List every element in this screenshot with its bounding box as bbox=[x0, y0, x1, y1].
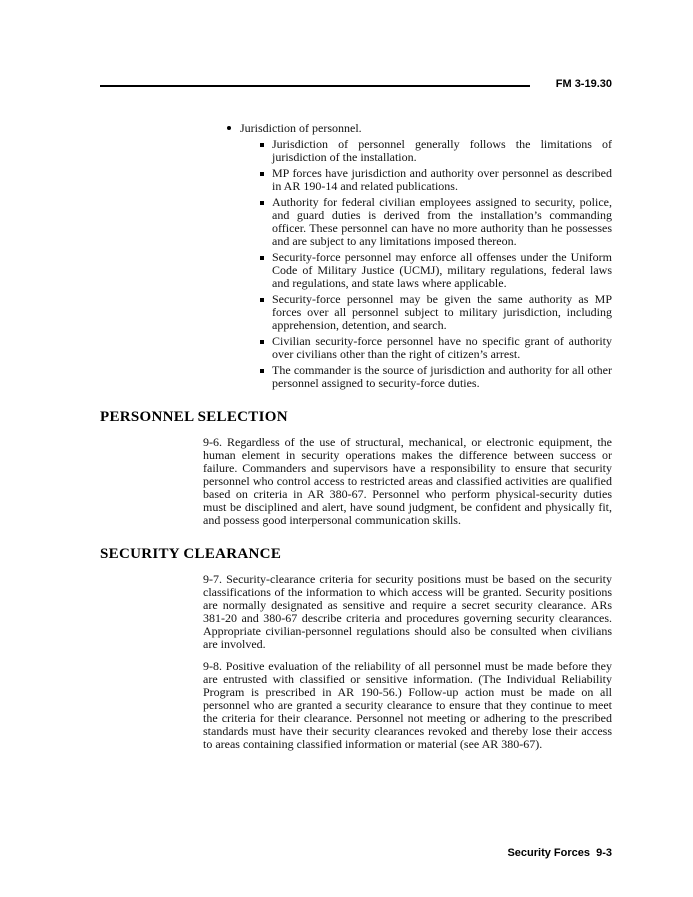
bullet-list bbox=[225, 122, 612, 390]
section-personnel-selection bbox=[100, 408, 612, 527]
sub-bullet-text: The commander is the source of jurisdiction and authority for all other personnel assigned to security-force duties. bbox=[272, 363, 612, 390]
sub-bullet-text: MP forces have jurisdiction and authority over personnel as described in AR 190-14 and related publications. bbox=[272, 166, 612, 193]
doc-number: FM 3-19.30 bbox=[555, 78, 612, 90]
bullet-square-icon bbox=[260, 298, 264, 302]
bullet-dot-icon bbox=[227, 126, 231, 130]
page-footer-label: Security Forces 9-3 bbox=[507, 847, 612, 859]
bullet-item-jurisdiction bbox=[225, 122, 612, 390]
sub-bullet-item bbox=[258, 335, 612, 361]
sub-bullet-text: Authority for federal civilian employees assigned to security, police, and guard duties is derived from the installation’s commanding officer. These personnel can have no more authority than he possesses and are subject to any limitations imposed thereon. bbox=[272, 195, 612, 248]
sub-bullet-item bbox=[258, 138, 612, 164]
sub-bullet-text: Security-force personnel may be given the same authority as MP forces over all personnel subject to military jurisdiction, including apprehension, detention, and search. bbox=[272, 292, 612, 332]
bullet-square-icon bbox=[260, 201, 264, 205]
paragraph-9-6: 9-6. Regardless of the use of structural, mechanical, or electronic equipment, the human element in security operations makes the difference between success or failure. Commanders and supervisors have a responsibility to ensure that security personnel who control access to restricted areas and classified activities are qualified based on criteria in AR 380-67. Personnel who perform physical-security duties must be disciplined and alert, have sound judgment, be confident and physically fit, and possess good interpersonal communication skills. bbox=[203, 435, 612, 527]
sub-bullet-text: Security-force personnel may enforce all offenses under the Uniform Code of Military Justice (UCMJ), military regulations, federal laws and regulations, and state laws where applicable. bbox=[272, 250, 612, 290]
sub-bullet-item bbox=[258, 167, 612, 193]
paragraph-9-7: 9-7. Security-clearance criteria for security positions must be based on the security classifications of the information to which access will be granted. Security positions are normally designated as sensitive and require a secret security clearance. ARs 381-20 and 380-67 describe criteria and procedures governing security clearances. Appropriate civilian-personnel regulations should also be consulted when civilians are involved. bbox=[203, 572, 612, 651]
sub-bullet-item bbox=[258, 251, 612, 290]
sub-bullet-text: Civilian security-force personnel have no specific grant of authority over civilians other than the right of citizen’s arrest. bbox=[272, 334, 612, 361]
bullet-square-icon bbox=[260, 340, 264, 344]
paragraph-9-8: 9-8. Positive evaluation of the reliability of all personnel must be made before they are entrusted with classified or sensitive information. (The Individual Reliability Program is prescribed in AR 190-56.) Follow-up action must be made on all personnel who are granted a security clearance to ensure that they continue to meet the criteria for their clearance. Personnel not meeting or adhering to the prescribed standards must have their security clearances revoked and thereby lose their access to areas containing classified information or material (see AR 380-67). bbox=[203, 659, 612, 751]
sub-bullet-item bbox=[258, 364, 612, 390]
bullet-square-icon bbox=[260, 369, 264, 373]
bullet-item-label: Jurisdiction of personnel. bbox=[240, 121, 362, 135]
page-body bbox=[100, 116, 612, 760]
sub-bullet-item bbox=[258, 293, 612, 332]
section-security-clearance bbox=[100, 545, 612, 751]
section-heading: PERSONNEL SELECTION bbox=[100, 409, 288, 425]
sub-bullet-text: Jurisdiction of personnel generally follows the limitations of jurisdiction of the installation. bbox=[272, 137, 612, 164]
bullet-square-icon bbox=[260, 143, 264, 147]
sub-bullet-list bbox=[258, 138, 612, 390]
bullet-square-icon bbox=[260, 172, 264, 176]
bullet-square-icon bbox=[260, 256, 264, 260]
sub-bullet-item bbox=[258, 196, 612, 248]
section-heading: SECURITY CLEARANCE bbox=[100, 546, 282, 562]
